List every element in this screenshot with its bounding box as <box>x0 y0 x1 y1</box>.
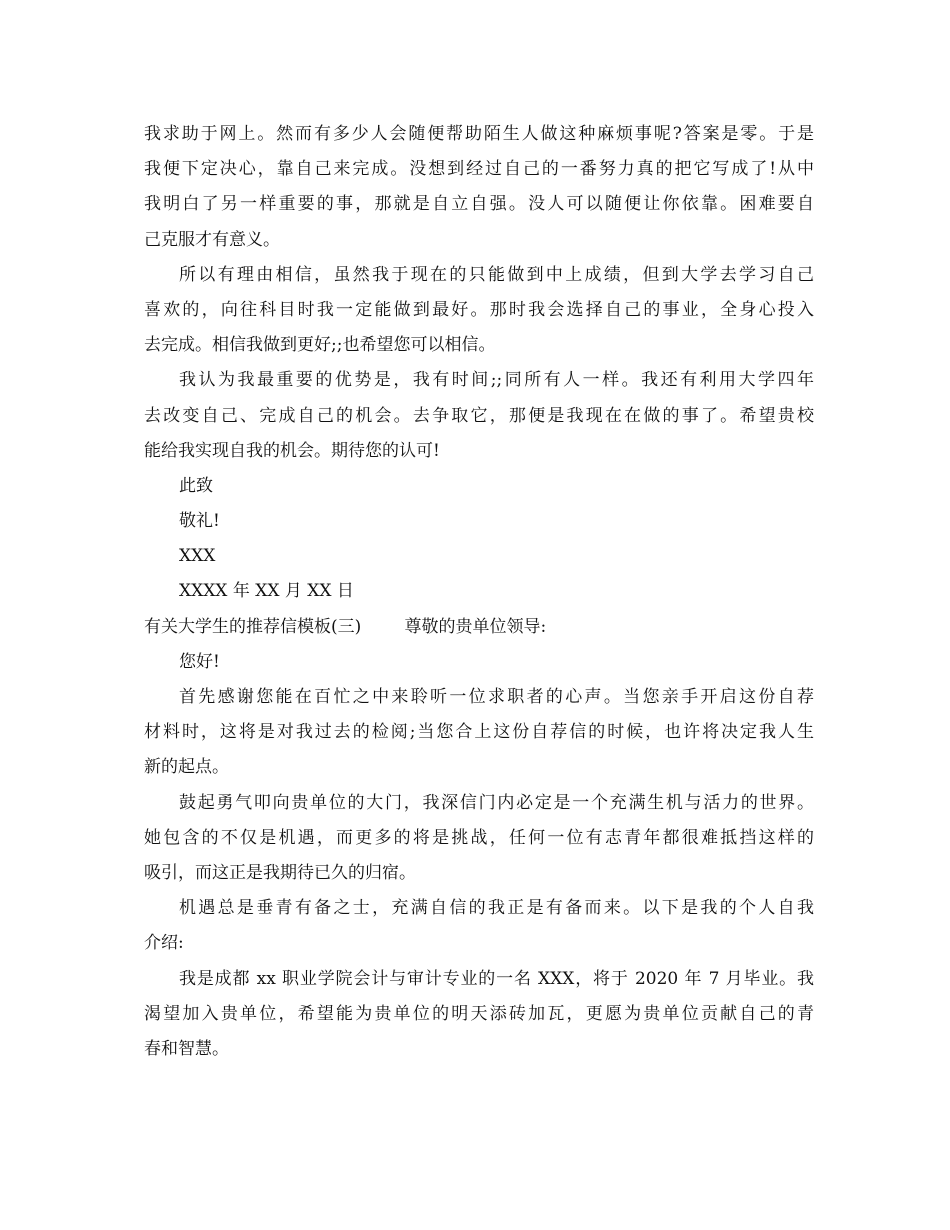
text-line: 去改变自己、完成自己的机会。去争取它，那便是我现在在做的事了。希望贵校 <box>144 405 814 426</box>
text-line: 所以有理由相信，虽然我于现在的只能做到中上成绩，但到大学去学习自己 <box>179 264 814 285</box>
text-line: 春和智慧。 <box>144 1038 229 1059</box>
text-line: 鼓起勇气叩向贵单位的大门，我深信门内必定是一个充满生机与活力的世界。 <box>179 792 814 813</box>
text-line: 我求助于网上。然而有多少人会随便帮助陌生人做这种麻烦事呢?答案是零。于是 <box>144 124 814 144</box>
text-line: 新的起点。 <box>144 757 229 778</box>
signature-name: XXX <box>179 546 216 567</box>
text-line: 我明白了另一样重要的事，那就是自立自强。没人可以随便让你依靠。困难要自 <box>144 194 814 215</box>
closing-regards: 敬礼! <box>179 511 220 532</box>
signature-date: XXXX 年 XX 月 XX 日 <box>179 581 354 602</box>
text-line: 渴望加入贵单位，希望能为贵单位的明天添砖加瓦，更愿为贵单位贡献自己的青 <box>144 1003 814 1024</box>
text-line: 她包含的不仅是机遇，而更多的将是挑战，任何一位有志青年都很难抵挡这样的 <box>144 827 814 848</box>
greeting: 您好! <box>179 651 220 672</box>
text-line: 首先感谢您能在百忙之中来聆听一位求职者的心声。当您亲手开启这份自荐 <box>179 687 814 707</box>
text-line: 我便下定决心，靠自己来完成。没想到经过自己的一番努力真的把它写成了!从中 <box>144 159 814 180</box>
text-line: 介绍: <box>144 933 184 954</box>
text-line: 己克服才有意义。 <box>144 229 280 250</box>
text-line: 我认为我最重要的优势是，我有时间;;同所有人一样。我还有利用大学四年 <box>179 370 814 391</box>
closing-salutation: 此致 <box>179 475 213 496</box>
section-heading: 有关大学生的推荐信模板(三) 尊敬的贵单位领导: <box>144 616 547 637</box>
text-line: 吸引，而这正是我期待已久的归宿。 <box>144 862 416 883</box>
text-line: 我是成都 xx 职业学院会计与审计专业的一名 XXX，将于 2020 年 7 月毕业。我 <box>179 968 814 989</box>
text-line: 机遇总是垂青有备之士，充满自信的我正是有备而来。以下是我的个人自我 <box>179 898 814 919</box>
text-line: 喜欢的，向往科目时我一定能做到最好。那时我会选择自己的事业，全身心投入 <box>144 299 814 320</box>
document-body <box>144 117 814 1067</box>
text-line: 能给我实现自我的机会。期待您的认可! <box>144 440 440 461</box>
text-line: 材料时，这将是对我过去的检阅;当您合上这份自荐信的时候，也许将决定我人生 <box>144 722 814 743</box>
text-line: 去完成。相信我做到更好;;也希望您可以相信。 <box>144 335 496 356</box>
